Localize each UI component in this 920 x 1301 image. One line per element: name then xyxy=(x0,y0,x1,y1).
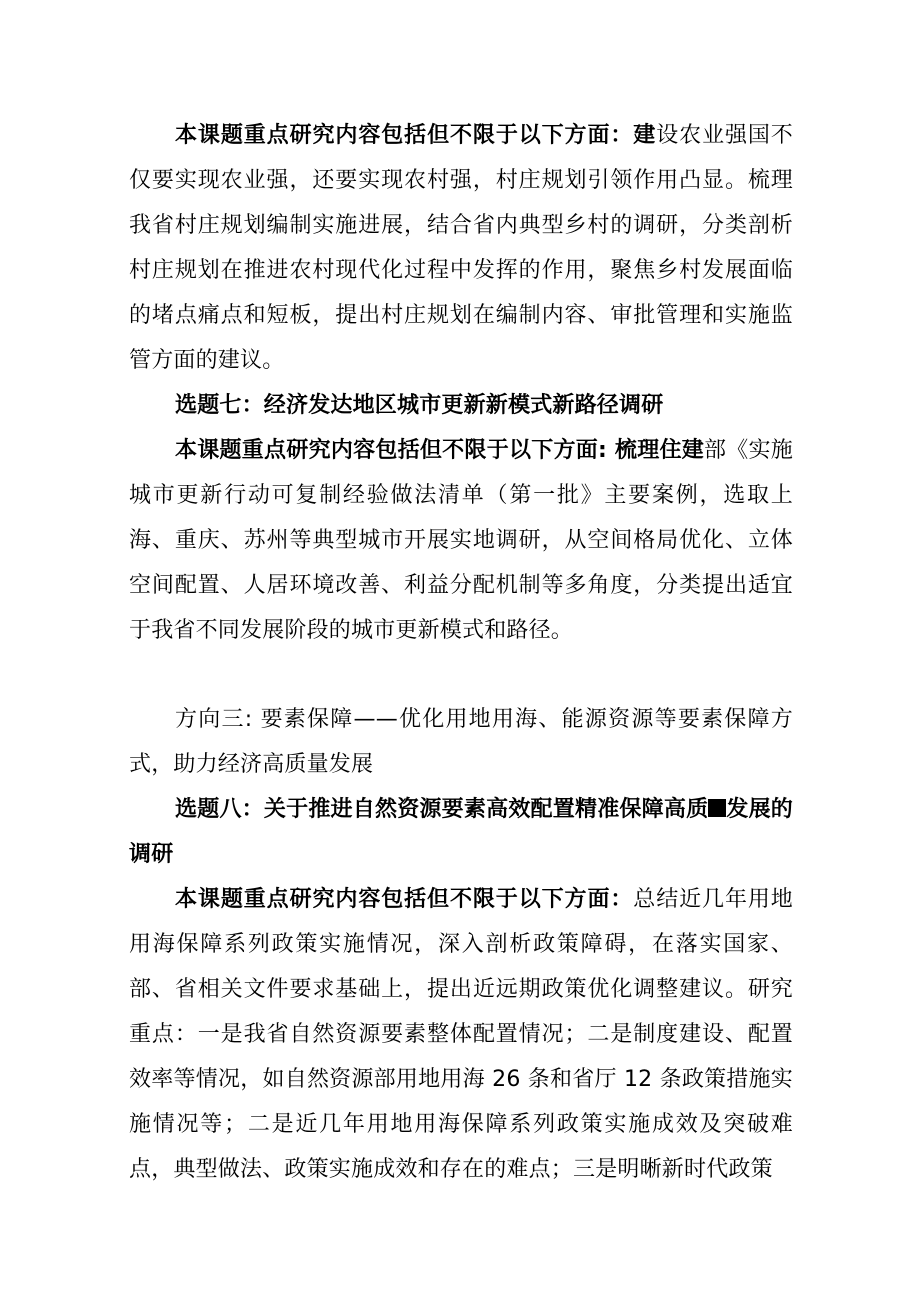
paragraph-resource-allocation xyxy=(129,877,793,1192)
topic-seven-title: 选题七：经济发达地区城市更新新模式新路径调研 xyxy=(175,393,664,418)
topic-seven-heading xyxy=(129,383,793,428)
topic-eight-heading xyxy=(129,787,793,877)
paragraph-gap xyxy=(129,653,793,697)
paragraph-body: 总结近几年用地用海保障系列政策实施情况，深入剖析政策障碍，在落实国家、部、省相关文件要求基础上，提出近远期政策优化调整建议。研究重点：一是我省自然资源要素整体配置情况；二是制度建设、配置效率等情况，如自然资源部用地用海 26 条和省厅 12 条政策措施实施情况等；二是近几年用地用海保障系列政策实施成效及突破难点，典型做法、政策实施成效和存在的难点；三是明晰新时代政策 xyxy=(129,887,793,1182)
missing-glyph-block-icon xyxy=(708,799,726,817)
document-page xyxy=(129,113,793,1192)
paragraph-body: 设农业强国不仅要实现农业强，还要实现农村强，村庄规划引领作用凸显。梳理我省村庄规划编制实施进展，结合省内典型乡村的调研，分类剖析村庄规划在推进农村现代化过程中发挥的作用，聚焦乡村发展面临的堵点痛点和短板，提出村庄规划在编制内容、审批管理和实施监管方面的建议。 xyxy=(129,123,794,373)
paragraph-village-planning xyxy=(129,113,793,383)
paragraph-lead-bold: 本课题重点研究内容包括但不限于以下方面： xyxy=(175,887,634,912)
paragraph-lead-bold: 本课题重点研究内容包括但不限于以下方面：建 xyxy=(175,123,657,148)
direction-three-heading xyxy=(129,697,793,787)
paragraph-lead-bold: 本课题重点研究内容包括但不限于以下方面: 梳理住建 xyxy=(175,438,704,463)
paragraph-urban-renewal xyxy=(129,428,793,653)
topic-eight-title-part1: 选题八：关于推进自然资源要素高效配置精准保障高质 xyxy=(175,797,709,822)
topic-eight-title-part2: 发展的调研 xyxy=(129,797,793,867)
paragraph-body: 部《实施城市更新行动可复制经验做法清单（第一批》主要案例，选取上海、重庆、苏州等典型城市开展实地调研，从空间格局优化、立体空间配置、人居环境改善、利益分配机制等多角度，分类提出适宜于我省不同发展阶段的城市更新模式和路径。 xyxy=(129,438,793,643)
direction-three-title: 方向三: 要素保障——优化用地用海、能源资源等要素保障方式，助力经济高质量发展 xyxy=(129,707,793,777)
